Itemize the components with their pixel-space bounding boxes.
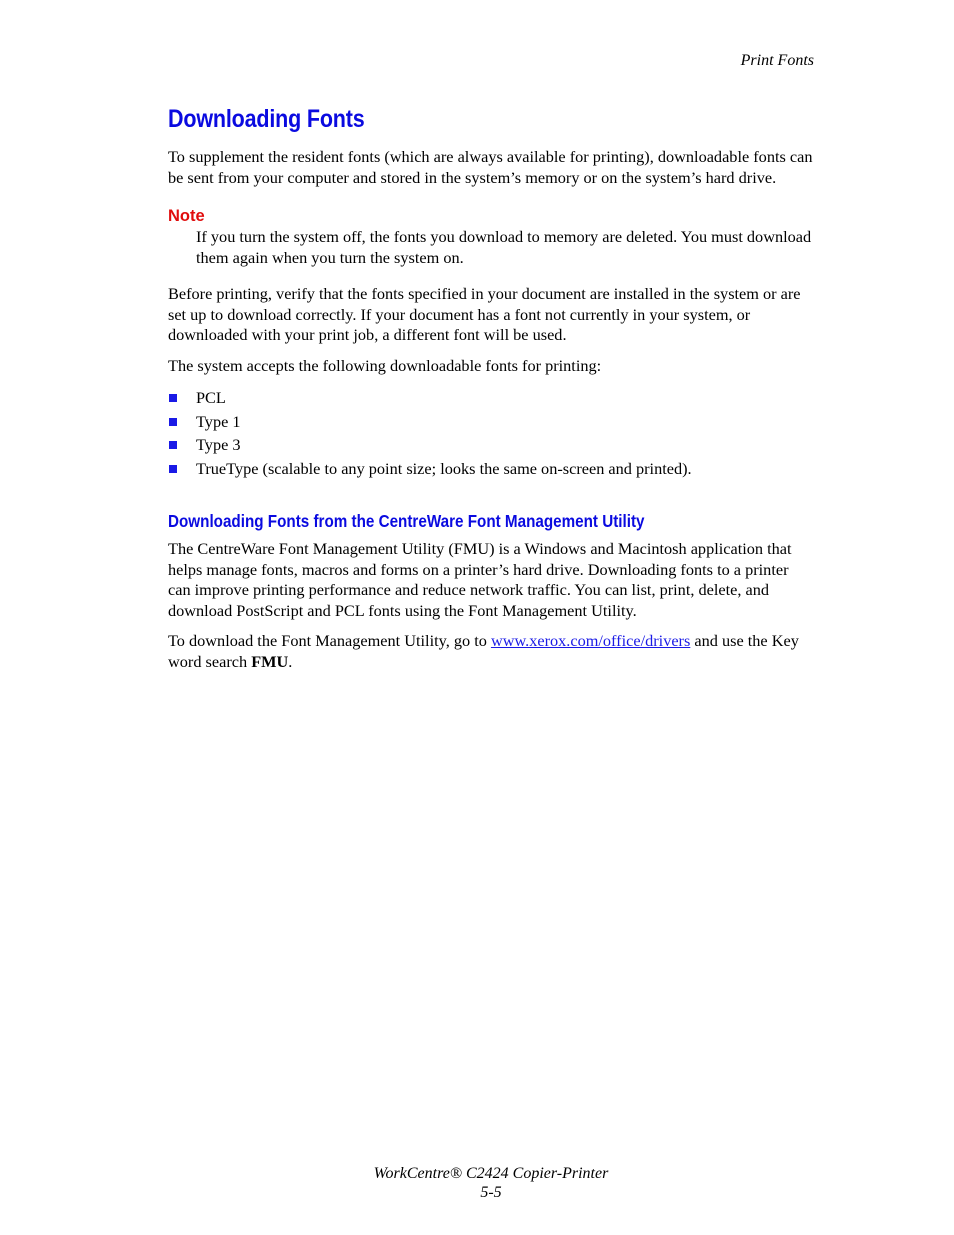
before-printing-paragraph: Before printing, verify that the fonts specified in your document are installed in the system or are set up to download correctly. If your document has a font not currently in your system, or downloaded with your print job, a different font will be used. — [168, 284, 801, 344]
page-title: Downloading Fonts — [168, 105, 365, 133]
note-label: Note — [168, 207, 205, 225]
font-type-truetype: TrueType (scalable to any point size; looks the same on-screen and printed). — [196, 458, 692, 478]
list-item — [168, 433, 814, 457]
download-prefix-text: To download the Font Management Utility, go to — [168, 631, 491, 650]
download-middle-text: and use the Key word search — [168, 631, 799, 671]
fmu-keyword: FMU — [251, 651, 289, 671]
font-type-type3: Type 3 — [196, 435, 241, 454]
square-bullet-icon — [169, 441, 177, 449]
download-paragraph — [168, 631, 814, 672]
page-content — [168, 104, 814, 672]
running-header: Print Fonts — [740, 52, 814, 69]
download-suffix-text: . — [288, 651, 293, 671]
intro-paragraph: To supplement the resident fonts (which are always available for printing), downloadable fonts can be sent from your computer and stored in the system’s memory or on the system’s hard drive. — [168, 147, 813, 187]
drivers-link[interactable]: www.xerox.com/office/drivers — [490, 631, 691, 650]
square-bullet-icon — [169, 465, 177, 473]
font-type-list — [168, 386, 814, 480]
font-type-pcl: PCL — [196, 388, 226, 407]
accepts-paragraph: The system accepts the following downloadable fonts for printing: — [168, 355, 602, 375]
list-item — [168, 410, 814, 434]
fmu-description-paragraph: The CentreWare Font Management Utility (FMU) is a Windows and Macintosh application that helps manage fonts, macros and forms on a printer’s hard drive. Downloading fonts to a printer can improve printing performance and reduce network traffic. You can list, print, delete, and download PostScript and PCL fonts using the Font Management Utility. — [168, 539, 792, 620]
note-text: If you turn the system off, the fonts you download to memory are deleted. You must download them again when you turn the system on. — [196, 227, 812, 267]
footer-page-number: 5-5 — [480, 1184, 502, 1201]
square-bullet-icon — [169, 394, 177, 402]
section-heading: Downloading Fonts from the CentreWare Font Management Utility — [168, 511, 645, 531]
list-item — [168, 457, 814, 481]
list-item — [168, 386, 814, 410]
page-footer — [0, 1164, 954, 1202]
footer-product: WorkCentre® C2424 Copier-Printer — [373, 1165, 609, 1182]
font-type-type1: Type 1 — [196, 411, 241, 431]
square-bullet-icon — [169, 418, 177, 426]
